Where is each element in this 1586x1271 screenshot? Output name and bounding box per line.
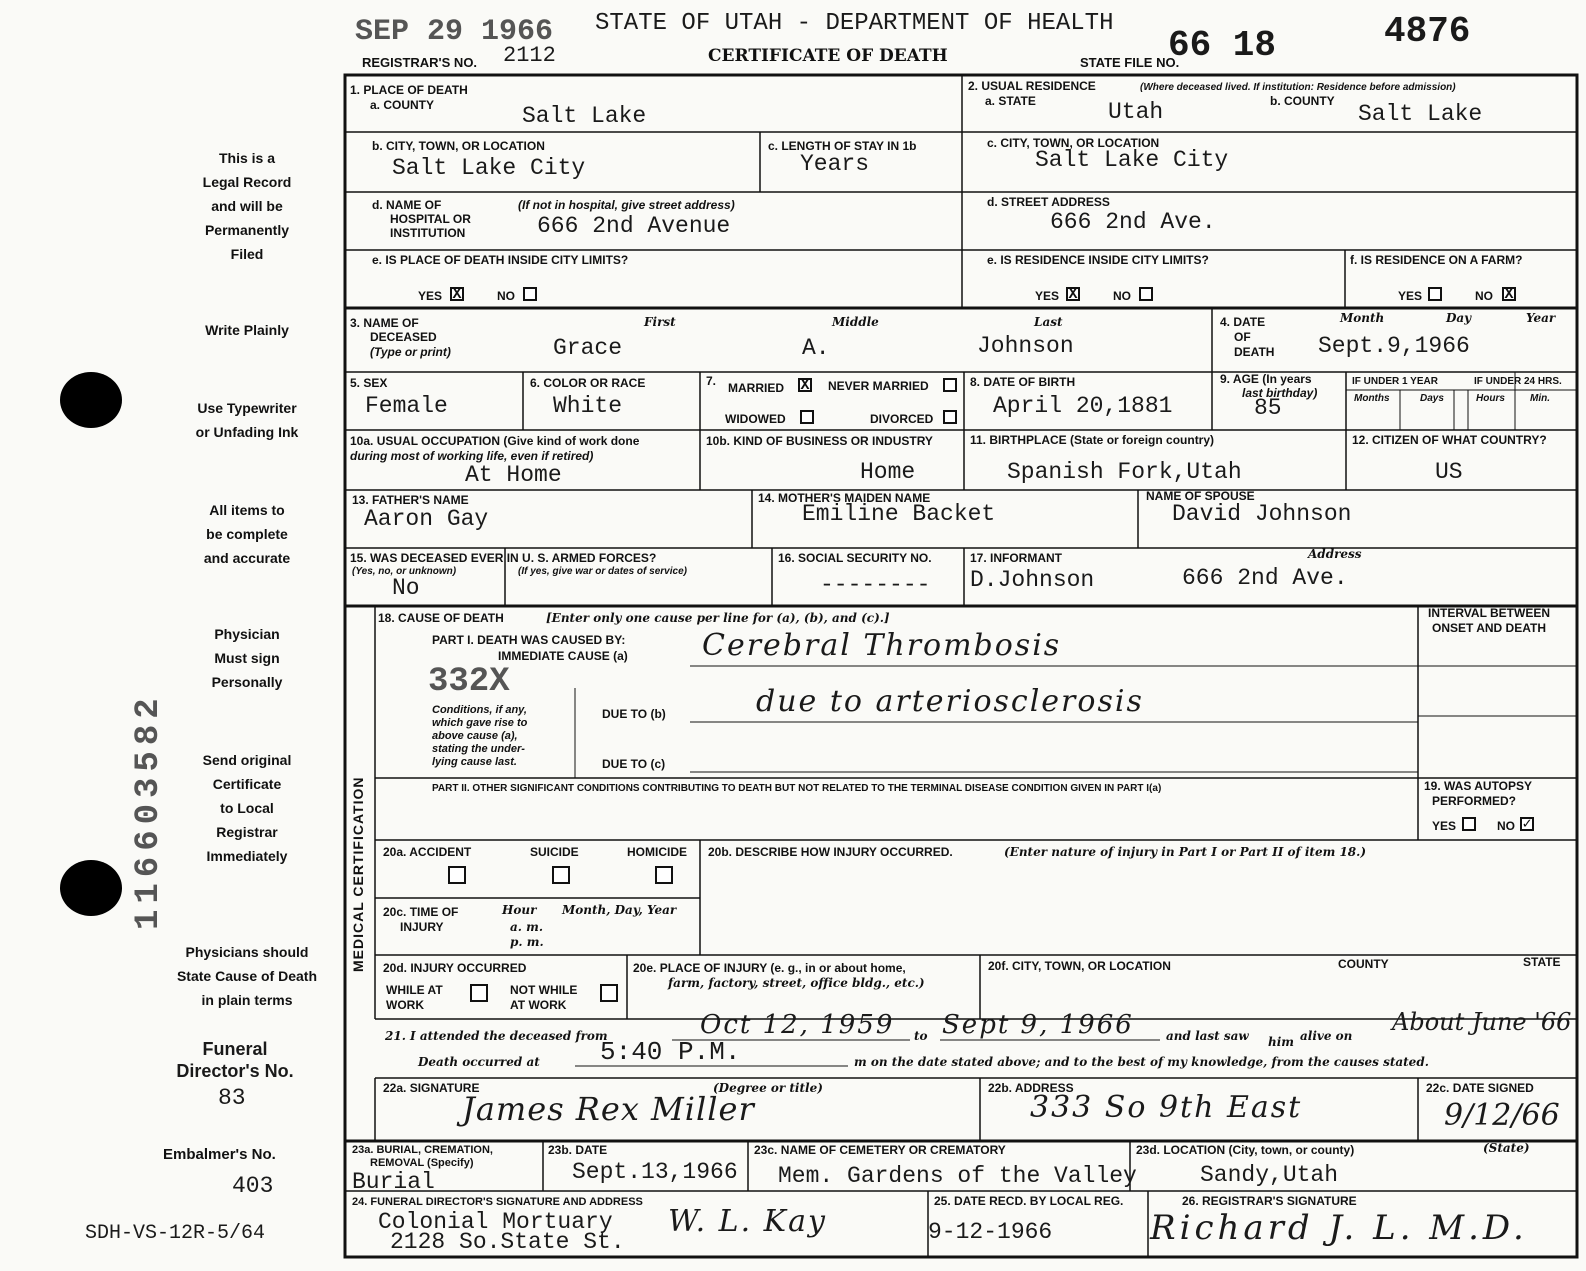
informant-address: 666 2nd Ave. <box>1182 565 1348 591</box>
informant-label: 17. INFORMANT <box>970 551 1063 565</box>
residence-state: Utah <box>1108 99 1164 125</box>
injury-occurred-label: 20d. INJURY OCCURRED <box>383 961 527 975</box>
burial-date-label: 23b. DATE <box>548 1143 608 1157</box>
business: Home <box>860 459 916 485</box>
form-code: SDH-VS-12R-5/64 <box>85 1222 266 1245</box>
day-label: Day <box>1446 311 1472 325</box>
autopsy-label-2: PERFORMED? <box>1432 794 1516 808</box>
while-at-work-label-2: WORK <box>386 998 424 1012</box>
received-stamp: SEP 29 1966 <box>355 15 554 49</box>
month-label: Month <box>1340 311 1385 325</box>
punch-hole-top <box>60 372 122 428</box>
married-checkbox[interactable]: X <box>798 378 812 392</box>
minutes-label: Min. <box>1530 393 1550 404</box>
residence-city: Salt Lake City <box>1035 147 1229 173</box>
funeral-home-name: Colonial Mortuary <box>378 1209 613 1235</box>
street-address: 666 2nd Ave. <box>1050 209 1216 235</box>
birth-date: April 20,1881 <box>993 393 1173 419</box>
armed-forces-note-2: (If yes, give war or dates of service) <box>518 566 687 577</box>
not-while-at-work-checkbox[interactable] <box>600 984 618 1002</box>
hours-label: Hours <box>1476 393 1505 404</box>
months-label: Months <box>1354 393 1390 404</box>
part-2-label: PART II. OTHER SIGNIFICANT CONDITIONS CONTRIBUTING TO DEATH BUT NOT RELATED TO THE TERMINAL DISEASE CONDITION GIVEN IN PART I(a) <box>432 783 1162 794</box>
place-of-injury-label: 20e. PLACE OF INJURY (e. g., in or about home, <box>633 961 906 975</box>
sex: Female <box>365 393 448 419</box>
spouse-name-label: NAME OF SPOUSE <box>1146 489 1255 503</box>
hour-label: Hour <box>502 903 537 917</box>
first-name: Grace <box>553 335 623 361</box>
middle-name-label: Middle <box>832 315 879 329</box>
hospital-label-2: HOSPITAL OR <box>390 212 471 226</box>
usual-residence-note: (Where deceased lived. If institution: Residence before admission) <box>1140 82 1456 93</box>
first-name-label: First <box>644 315 676 329</box>
last-seen-alive: About June '66 <box>1392 1008 1572 1036</box>
funeral-home-address: 2128 So.State St. <box>390 1229 625 1255</box>
due-to-b-label: DUE TO (b) <box>602 707 666 721</box>
injury-state-label: STATE <box>1523 955 1561 969</box>
never-married-label: NEVER MARRIED <box>828 379 929 393</box>
attended-to-label: to <box>914 1029 928 1043</box>
time-of-injury-label-1: 20c. TIME OF <box>383 905 459 919</box>
injury-description-label: 20b. DESCRIBE HOW INJURY OCCURRED. <box>708 845 953 859</box>
occupation: At Home <box>465 462 562 488</box>
suicide-checkbox[interactable] <box>552 866 570 884</box>
residence-county-label: b. COUNTY <box>1270 94 1335 108</box>
due-to-c-label: DUE TO (c) <box>602 757 666 771</box>
disposition: Burial <box>352 1169 435 1195</box>
residence-inside-no-label: NO <box>1113 289 1131 303</box>
father-name-label: 13. FATHER'S NAME <box>352 493 469 507</box>
cemetery-location: Sandy,Utah <box>1200 1162 1339 1188</box>
death-inside-yes-checkbox[interactable]: X <box>450 287 464 301</box>
accident-label: 20a. ACCIDENT <box>383 845 472 859</box>
physician-address: 333 So 9th East <box>1030 1090 1303 1125</box>
death-city-label: b. CITY, TOWN, OR LOCATION <box>372 139 545 153</box>
farm-yes-label: YES <box>1398 289 1423 303</box>
registrar-no: 2112 <box>503 43 556 68</box>
occupation-label-2: during most of working life, even if retired) <box>350 449 594 463</box>
death-inside-city-label: e. IS PLACE OF DEATH INSIDE CITY LIMITS? <box>372 253 629 267</box>
attended-to: Sept 9, 1966 <box>942 1010 1134 1040</box>
farm-label: f. IS RESIDENCE ON A FARM? <box>1350 253 1523 267</box>
deceased-name-label-3: (Type or print) <box>370 345 451 359</box>
autopsy-no-label: NO <box>1497 819 1515 833</box>
divorced-label: DIVORCED <box>870 412 934 426</box>
physician-address-label: 22b. ADDRESS <box>988 1081 1074 1095</box>
conditions-note-5: lying cause last. <box>432 756 517 768</box>
social-security-label: 16. SOCIAL SECURITY NO. <box>778 551 932 565</box>
funeral-director-no: 83 <box>218 1085 246 1111</box>
street-address-label: d. STREET ADDRESS <box>987 195 1110 209</box>
him-label: him <box>1268 1035 1294 1049</box>
due-to-b-cause: due to arteriosclerosis <box>756 684 1144 719</box>
sidebar-physician: Physician Must sign Personally <box>211 626 283 690</box>
death-county: Salt Lake <box>522 103 647 129</box>
not-while-at-work-label-1: NOT WHILE <box>510 983 578 997</box>
am-label: a. m. <box>510 920 544 934</box>
medical-certification-vertical: MEDICAL CERTIFICATION <box>350 776 366 972</box>
registrar-signature: Richard J. L. M.D. <box>1150 1208 1528 1248</box>
injury-date-label: Month, Day, Year <box>562 903 677 917</box>
deceased-name-label-2: DECEASED <box>370 330 437 344</box>
burial-date: Sept.13,1966 <box>572 1159 738 1185</box>
cause-of-death-title: 18. CAUSE OF DEATH <box>378 611 504 625</box>
time-of-injury-label-2: INJURY <box>400 920 444 934</box>
while-at-work-label-1: WHILE AT <box>386 983 443 997</box>
last-name-label: Last <box>1034 315 1063 329</box>
middle-name: A. <box>802 335 830 361</box>
under-24-hrs-label: IF UNDER 24 HRS. <box>1474 376 1562 387</box>
residence-inside-no-checkbox[interactable] <box>1139 287 1153 301</box>
part-1-label: PART I. DEATH WAS CAUSED BY: <box>432 633 626 647</box>
sidebar-legal-record: This is a Legal Record and will be Permanently Filed <box>202 150 292 262</box>
embalmer-no-label: Embalmer's No. <box>163 1146 276 1163</box>
date-received: 9-12-1966 <box>928 1219 1053 1245</box>
residence-inside-city-label: e. IS RESIDENCE INSIDE CITY LIMITS? <box>987 253 1209 267</box>
injury-description-note: (Enter nature of injury in Part I or Part II of item 18.) <box>1004 845 1367 859</box>
not-while-at-work-label-2: AT WORK <box>510 998 567 1012</box>
immediate-cause-label: IMMEDIATE CAUSE (a) <box>498 649 628 663</box>
armed-forces: No <box>392 575 420 601</box>
death-city: Salt Lake City <box>392 155 586 181</box>
department-title: STATE OF UTAH - DEPARTMENT OF HEALTH <box>595 10 1114 37</box>
corner-number: 4876 <box>1384 11 1471 52</box>
residence-inside-yes-checkbox[interactable]: X <box>1066 287 1080 301</box>
year-label: Year <box>1526 311 1556 325</box>
date-signed-label: 22c. DATE SIGNED <box>1426 1081 1534 1095</box>
armed-forces-note-1: (Yes, no, or unknown) <box>352 566 457 577</box>
date-of-death-label-2: OF <box>1234 330 1251 344</box>
while-at-work-checkbox[interactable] <box>470 984 488 1002</box>
informant-address-label: Address <box>1308 547 1362 561</box>
sidebar-send-original: Send original Certificate to Local Registrar Immediately <box>202 752 292 864</box>
embalmer-no: 403 <box>232 1173 274 1199</box>
autopsy-yes-label: YES <box>1432 819 1457 833</box>
age-label-2: last birthday) <box>1242 386 1318 400</box>
attended-from: Oct 12, 1959 <box>700 1010 895 1040</box>
informant-name: D.Johnson <box>970 567 1095 593</box>
homicide-label: HOMICIDE <box>627 845 687 859</box>
autopsy-yes-checkbox[interactable] <box>1462 817 1476 831</box>
place-of-injury-note: farm, factory, street, office bldg., etc.) <box>668 976 925 990</box>
pm-label: p. m. <box>510 935 544 949</box>
interval-label-1: INTERVAL BETWEEN <box>1428 606 1551 620</box>
date-received-label: 25. DATE RECD. BY LOCAL REG. <box>934 1194 1124 1208</box>
armed-forces-label: 15. WAS DECEASED EVER IN U. S. ARMED FORCES? <box>350 551 657 565</box>
degree-label: (Degree or title) <box>713 1081 823 1095</box>
residence-inside-yes-label: YES <box>1035 289 1060 303</box>
certificate-title: CERTIFICATE OF DEATH <box>708 46 948 66</box>
spouse-name: David Johnson <box>1172 501 1352 527</box>
birthplace: Spanish Fork,Utah <box>1007 459 1242 485</box>
funeral-director-signature: W. L. Kay <box>668 1204 827 1239</box>
sidebar-cause-plain: Physicians should State Cause of Death in plain terms <box>176 944 318 1008</box>
farm-no-checkbox[interactable]: X <box>1502 287 1516 301</box>
hospital-label-3: INSTITUTION <box>390 226 466 240</box>
residence-county: Salt Lake <box>1358 101 1483 127</box>
cemetery-location-label: 23d. LOCATION (City, town, or county) <box>1136 1143 1355 1157</box>
age-label-1: 9. AGE (In years <box>1220 372 1312 386</box>
birth-date-label: 8. DATE OF BIRTH <box>970 375 1076 389</box>
hospital-address: 666 2nd Avenue <box>537 213 731 239</box>
disposition-label-1: 23a. BURIAL, CREMATION, <box>352 1144 493 1156</box>
conditions-note-1: Conditions, if any, <box>432 704 527 716</box>
sidebar-write-plainly: Write Plainly <box>205 322 289 338</box>
deceased-name-label-1: 3. NAME OF <box>350 316 419 330</box>
cemetery-label: 23c. NAME OF CEMETERY OR CREMATORY <box>754 1143 1006 1157</box>
signature-label: 22a. SIGNATURE <box>383 1081 480 1095</box>
date-of-death: Sept.9,1966 <box>1318 333 1470 359</box>
age: 85 <box>1254 395 1282 421</box>
sidebar-typewriter: Use Typewriter or Unfading Ink <box>195 400 299 440</box>
cemetery: Mem. Gardens of the Valley <box>778 1163 1137 1189</box>
cause-code-stamp: 332X <box>428 663 510 701</box>
citizen: US <box>1435 459 1463 485</box>
attended-label: 21. I attended the deceased from <box>385 1029 608 1043</box>
funeral-director-label: 24. FUNERAL DIRECTOR'S SIGNATURE AND ADDRESS <box>352 1196 643 1208</box>
business-label: 10b. KIND OF BUSINESS OR INDUSTRY <box>706 434 933 448</box>
residence-city-label: c. CITY, TOWN, OR LOCATION <box>987 136 1160 150</box>
accident-checkbox[interactable] <box>448 866 466 884</box>
days-label: Days <box>1420 393 1444 404</box>
date-of-death-label-1: 4. DATE <box>1220 315 1266 329</box>
citizen-label: 12. CITIZEN OF WHAT COUNTRY? <box>1352 433 1547 447</box>
married-label: MARRIED <box>728 381 784 395</box>
under-1-year-label: IF UNDER 1 YEAR <box>1352 376 1438 387</box>
residence-state-label: a. STATE <box>985 94 1036 108</box>
widowed-checkbox[interactable] <box>800 410 814 424</box>
cause-of-death-note: [Enter only one cause per line for (a), (b), and (c).] <box>546 611 890 625</box>
last-name: Johnson <box>977 333 1074 359</box>
divorced-checkbox[interactable] <box>943 410 957 424</box>
certification-statement: m on the date stated above; and to the best of my knowledge, from the causes stated. <box>854 1055 1429 1069</box>
birthplace-label: 11. BIRTHPLACE (State or foreign country) <box>970 433 1215 447</box>
race-label: 6. COLOR OR RACE <box>530 376 646 390</box>
cemetery-state-label: (State) <box>1483 1141 1530 1155</box>
immediate-cause: Cerebral Thrombosis <box>702 628 1062 663</box>
never-married-checkbox[interactable] <box>943 378 957 392</box>
registrar-signature-label: 26. REGISTRAR'S SIGNATURE <box>1182 1194 1357 1208</box>
alive-on-label: alive on <box>1300 1029 1353 1043</box>
mother-name: Emiline Backet <box>802 501 996 527</box>
registrar-no-label: REGISTRAR'S NO. <box>362 55 478 70</box>
vertical-file-number: 116603582 <box>130 692 168 930</box>
social-security: -------- <box>820 572 931 598</box>
death-inside-no-checkbox[interactable] <box>523 287 537 301</box>
marital-num: 7. <box>706 374 717 388</box>
suicide-label: SUICIDE <box>530 845 579 859</box>
funeral-director-no-label: Funeral Director's No. <box>176 1039 294 1081</box>
date-of-death-label-3: DEATH <box>1234 345 1275 359</box>
place-of-death-title: 1. PLACE OF DEATH <box>350 83 468 97</box>
death-occurred-label: Death occurred at <box>418 1055 540 1069</box>
autopsy-no-checkbox[interactable]: ✓ <box>1520 817 1534 831</box>
death-county-label: a. COUNTY <box>370 98 435 112</box>
usual-residence-title: 2. USUAL RESIDENCE <box>968 79 1096 93</box>
conditions-note-3: above cause (a), <box>432 730 518 742</box>
race: White <box>553 393 623 419</box>
mother-name-label: 14. MOTHER'S MAIDEN NAME <box>758 491 931 505</box>
injury-county-label: COUNTY <box>1338 957 1389 971</box>
length-of-stay-label: c. LENGTH OF STAY IN 1b <box>768 139 917 153</box>
hospital-note: (If not in hospital, give street address) <box>518 198 735 212</box>
autopsy-label-1: 19. WAS AUTOPSY <box>1424 779 1533 793</box>
farm-yes-checkbox[interactable] <box>1428 287 1442 301</box>
state-file-no: 66 18 <box>1168 25 1277 66</box>
father-name: Aaron Gay <box>364 506 489 532</box>
injury-city-label: 20f. CITY, TOWN, OR LOCATION <box>988 959 1171 973</box>
widowed-label: WIDOWED <box>725 412 786 426</box>
death-inside-no-label: NO <box>497 289 515 303</box>
date-signed: 9/12/66 <box>1444 1098 1560 1133</box>
length-of-stay: Years <box>800 151 870 177</box>
conditions-note-2: which gave rise to <box>432 717 528 729</box>
time-of-death: 5:40 P.M. <box>600 1037 741 1067</box>
farm-no-label: NO <box>1475 289 1493 303</box>
death-inside-yes-label: YES <box>418 289 443 303</box>
occupation-label-1: 10a. USUAL OCCUPATION (Give kind of work done <box>350 434 640 448</box>
conditions-note-4: stating the under- <box>432 743 525 755</box>
hospital-label-1: d. NAME OF <box>372 198 442 212</box>
sex-label: 5. SEX <box>350 376 388 390</box>
disposition-label-2: REMOVAL (Specify) <box>370 1157 474 1169</box>
physician-signature: James Rex Miller <box>462 1090 755 1128</box>
interval-label-2: ONSET AND DEATH <box>1432 621 1546 635</box>
homicide-checkbox[interactable] <box>655 866 673 884</box>
last-saw-label: and last saw <box>1166 1029 1249 1043</box>
state-file-label: STATE FILE NO. <box>1080 55 1180 70</box>
sidebar-complete: All items to be complete and accurate <box>203 502 291 566</box>
punch-hole-bottom <box>60 860 122 916</box>
